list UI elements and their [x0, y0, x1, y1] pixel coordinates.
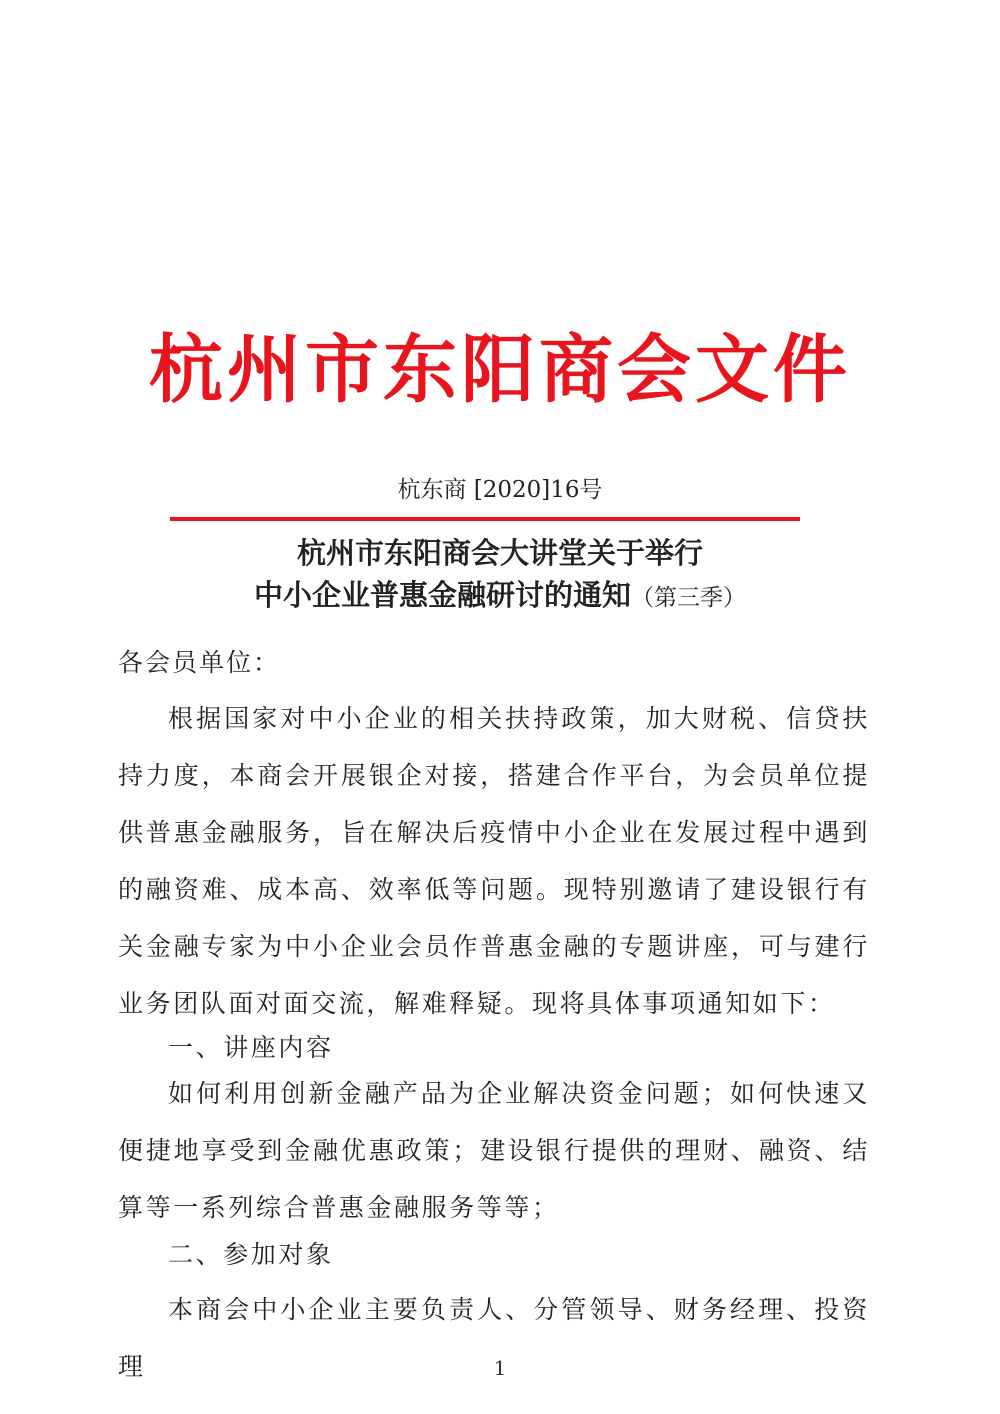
document-title-line-2 [0, 575, 1000, 618]
section-heading-participants: 二、参加对象 [168, 1240, 334, 1269]
document-number: 杭东商 [2020]16号 [397, 477, 603, 503]
intro-paragraph: 根据国家对中小企业的相关扶持政策，加大财税、信贷扶持力度，本商会开展银企对接，搭建合作平台，为会员单位提供普惠金融服务，旨在解决后疫情中小企业在发展过程中遇到的融资难、成本高、效率低等问题。现特别邀请了建设银行有关金融专家为中小企业会员作普惠金融的专题讲座，可与建行业务团队面对面交流，解难释疑。现将具体事项通知如下： [118, 704, 870, 1018]
red-divider-line [170, 517, 800, 521]
document-title-main: 中小企业普惠金融研讨的通知 [253, 578, 631, 612]
document-title-line-1: 杭州市东阳商会大讲堂关于举行 [296, 536, 703, 570]
section-heading-lecture-content: 一、讲座内容 [168, 1033, 334, 1062]
page-number: 1 [493, 1356, 507, 1380]
organization-header: 杭州市东阳商会文件 [149, 327, 851, 413]
salutation: 各会员单位： [118, 648, 281, 677]
section-text-lecture-content: 如何利用创新金融产品为企业解决资金问题；如何快速又便捷地享受到金融优惠政策；建设银行提供的理财、融资、结算等一系列综合普惠金融服务等等； [118, 1079, 870, 1222]
section-text-participants: 本商会中小企业主要负责人、分管领导、财务经理、投资理 [118, 1295, 870, 1381]
document-title-suffix: （第三季） [631, 585, 746, 611]
